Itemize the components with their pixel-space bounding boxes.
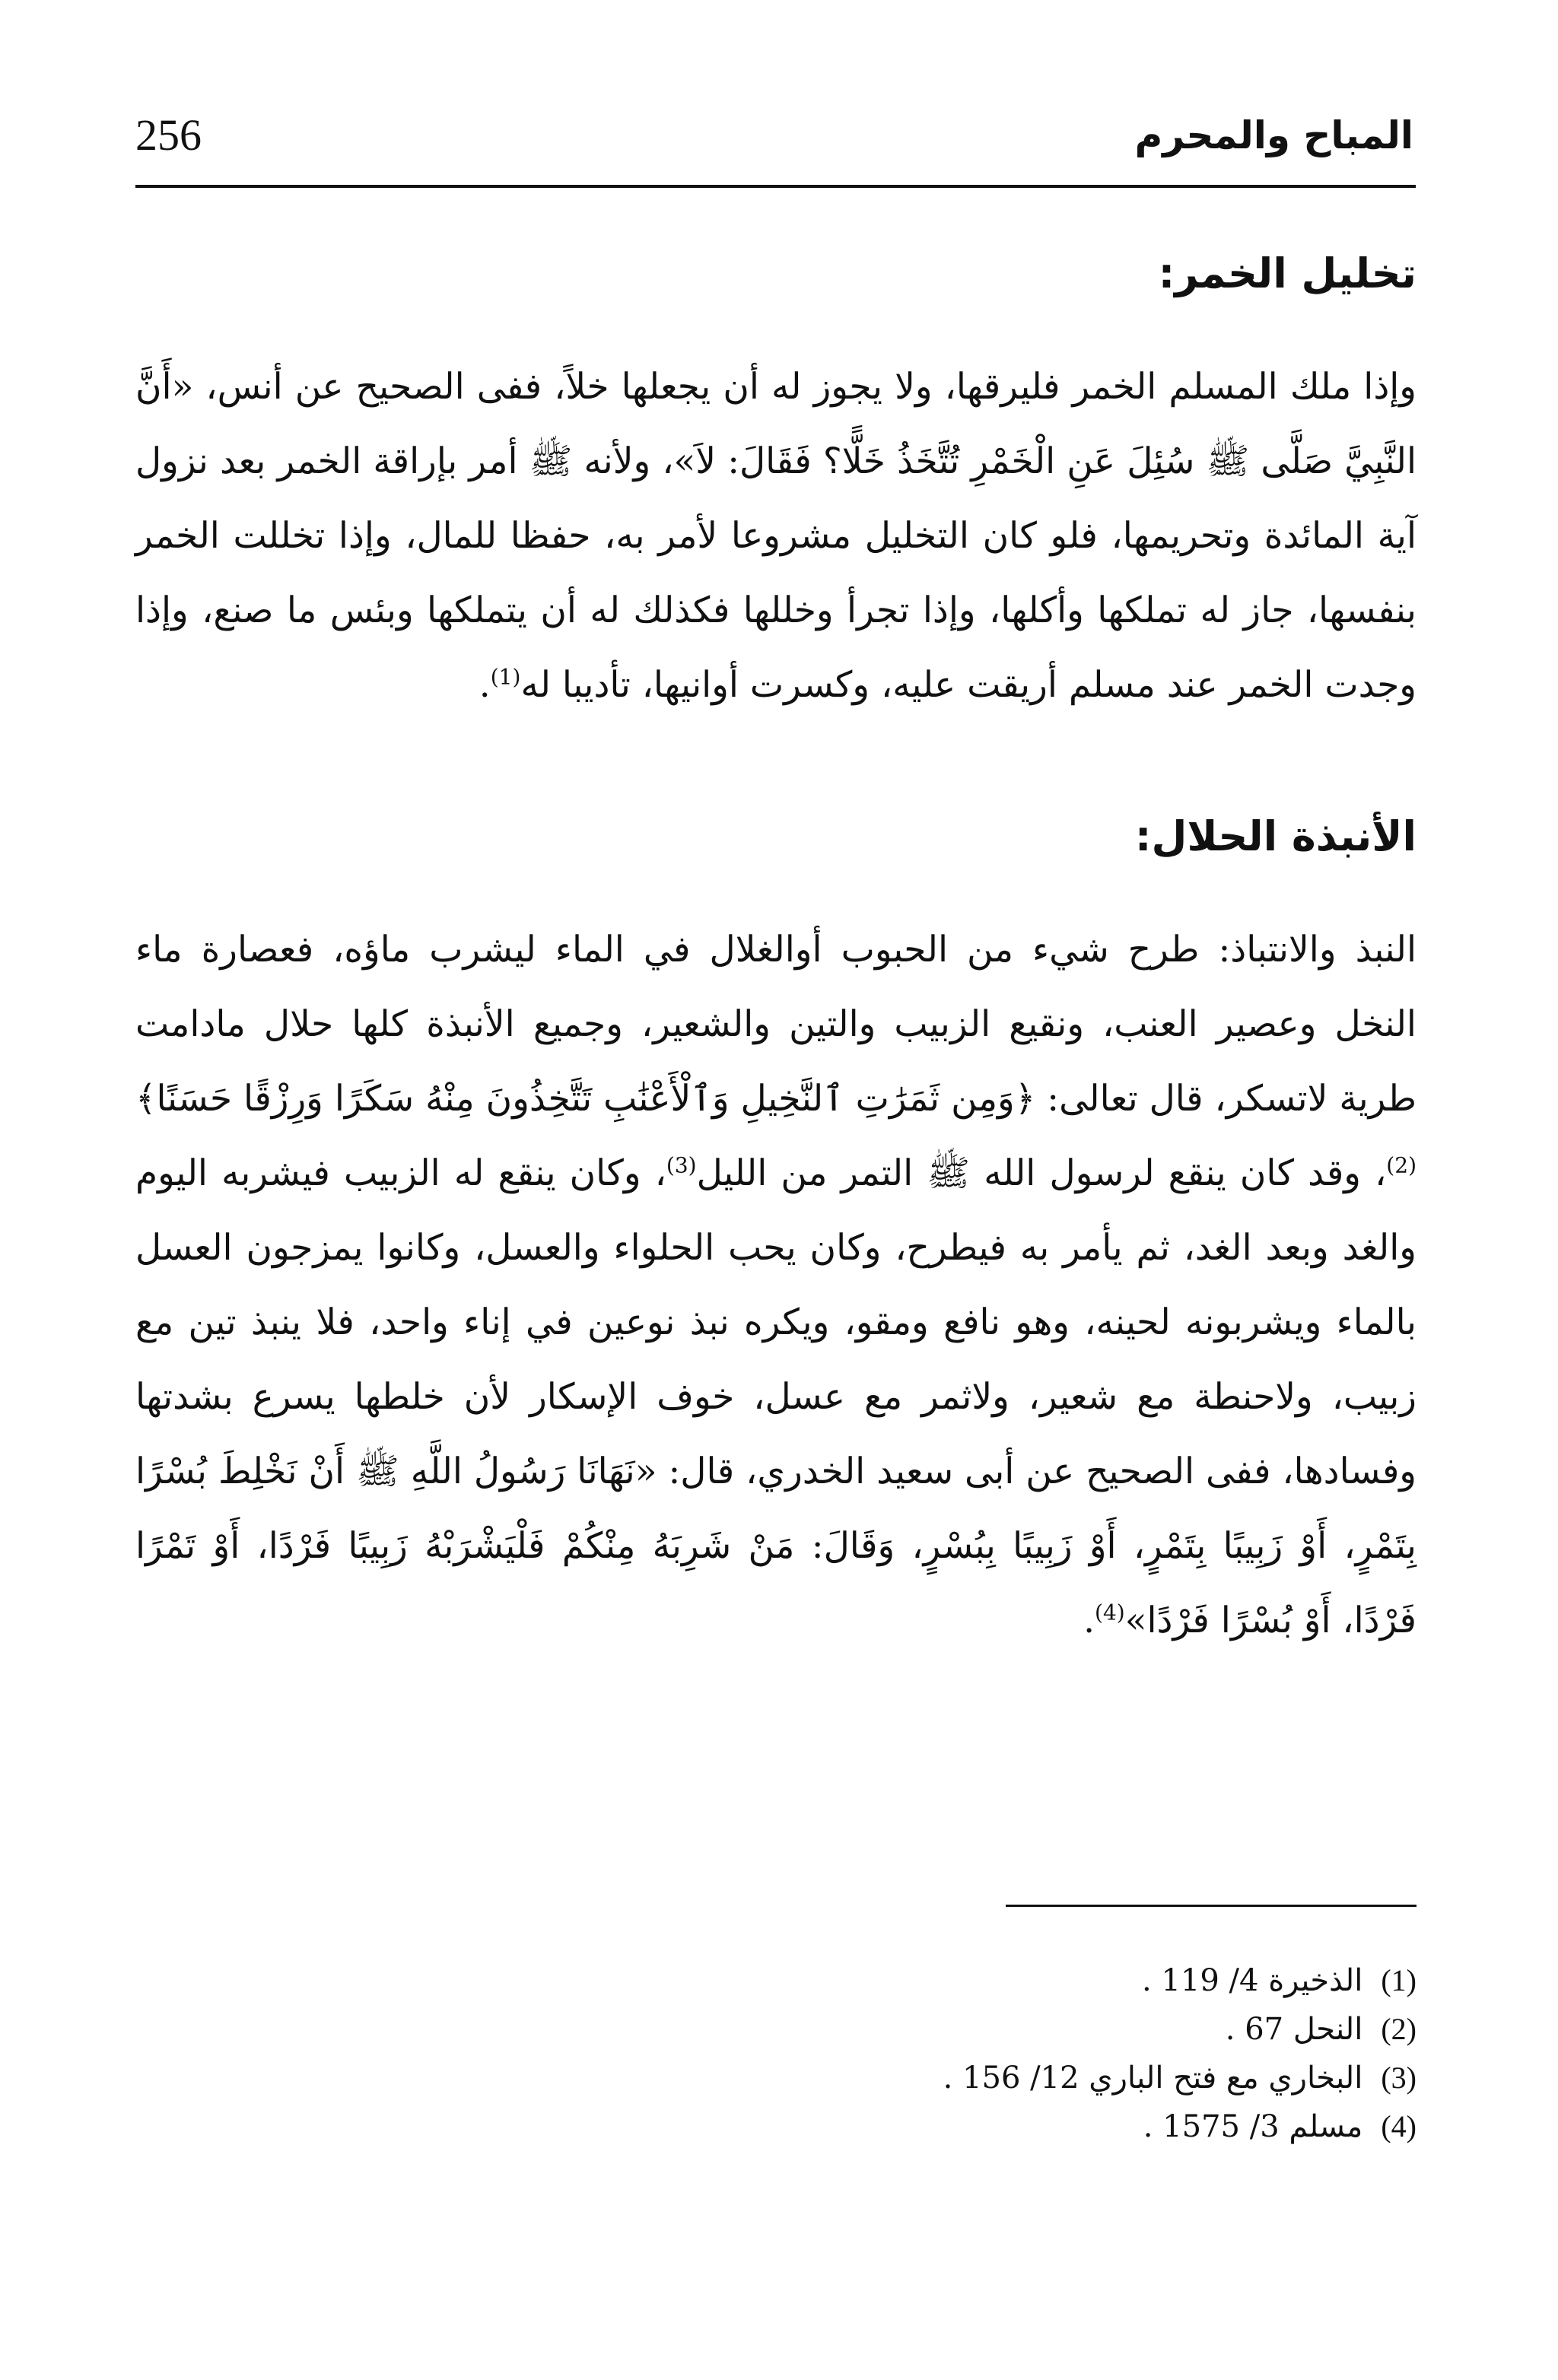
section-heading-nabidh: الأنبذة الحلال: — [1134, 812, 1417, 860]
footnote-ref: (4) — [1095, 1600, 1125, 1625]
paragraph-text: ، وقد كان ينقع لرسول الله ﷺ التمر من الليل — [696, 1152, 1387, 1194]
footnote-number: (3) — [1381, 2061, 1417, 2095]
footnote-ref: (2) — [1386, 1152, 1417, 1178]
page-body — [135, 243, 1417, 1658]
paragraph-nabidh — [135, 913, 1417, 1658]
footnote-number: (4) — [1381, 2109, 1417, 2143]
sentence-end: . — [1083, 1600, 1095, 1641]
footnote-text: الذخيرة 4/ 119 . — [1142, 1963, 1363, 1998]
footnote-number: (1) — [1381, 1963, 1417, 1997]
footnote-2 — [685, 2005, 1417, 2054]
footnote-ref: (1) — [490, 664, 521, 690]
running-title: المباح والمحرم — [1134, 113, 1413, 157]
footnote-divider — [1006, 1905, 1417, 1907]
footnote-1 — [685, 1956, 1417, 2005]
footnote-text: مسلم 3/ 1575 . — [1143, 2109, 1363, 2144]
header-divider — [135, 185, 1416, 188]
sentence-end: . — [479, 664, 491, 706]
footnote-3 — [685, 2054, 1417, 2102]
paragraph-text: وإذا ملك المسلم الخمر فليرقها، ولا يجوز له أن يجعلها خلاً، ففى الصحيح عن أنس، «أَنَّ النَّبِيَّ صَلَّى ﷺ سُئِلَ عَنِ الْخَمْرِ تُتَّخَذُ خَلًّا؟ فَقَالَ: لاَ»، ولأنه ﷺ أمر بإراقة الخمر بعد نزول آية المائدة وتحريمها، فلو كان التخليل مشروعا لأمر به، حفظا للمال، وإذا تخللت الخمر بنفسها، جاز له تملكها وأكلها، وإذا تجرأ وخللها فكذلك له أن يتملكها وبئس ما صنع، وإذا وجدت الخمر عند مسلم أريقت عليه، وكسرت أوانيها، تأديبا له — [135, 366, 1417, 706]
section-heading-vinegar: تخليل الخمر: — [1158, 249, 1417, 297]
footnote-text: النحل 67 . — [1225, 2012, 1363, 2047]
footnote-4 — [685, 2102, 1417, 2151]
paragraph-text: ، وكان ينقع له الزبيب فيشربه اليوم والغد وبعد الغد، ثم يأمر به فيطرح، وكان يحب الحلواء والعسل، وكانوا يمزجون العسل بالماء ويشربونه لحينه، وهو نافع ومقو، ويكره نبذ نوعين في إناء واحد، فلا ينبذ تين مع زبيب، ولاحنطة مع شعير، ولاثمر مع عسل، خوف الإسكار لأن خلطها يسرع بشدتها وفسادها، ففى الصحيح عن أبى سعيد الخدري، قال: «نَهَانَا رَسُولُ اللَّهِ ﷺ أَنْ نَخْلِطَ بُسْرًا بِتَمْرٍ، أَوْ زَبِيبًا بِتَمْرٍ، أَوْ زَبِيبًا بِبُسْرٍ، وَقَالَ: مَنْ شَرِبَهُ مِنْكُمْ فَلْيَشْرَبْهُ زَبِيبًا فَرْدًا، أَوْ تَمْرًا فَرْدًا، أَوْ بُسْرًا فَرْدًا» — [135, 1152, 1417, 1641]
page-header — [135, 105, 1413, 166]
paragraph-vinegar — [135, 350, 1417, 723]
footnotes — [685, 1956, 1417, 2151]
footnote-ref: (3) — [666, 1152, 697, 1178]
footnote-text: البخاري مع فتح الباري 12/ 156 . — [943, 2061, 1363, 2096]
page-number: 256 — [135, 110, 202, 160]
paragraph-text: النبذ والانتباذ: طرح شيء من الحبوب أوالغلال في الماء ليشرب ماؤه، فعصارة ماء النخل وعصير العنب، ونقيع الزبيب والتين والشعير، وجميع الأنبذة كلها حلال مادامت طرية لاتسكر، قال تعالى: ﴿وَمِن ثَمَرَٰتِ ٱلنَّخِيلِ وَٱلْأَعْنَٰبِ تَتَّخِذُونَ مِنْهُ سَكَرًا وَرِزْقًا حَسَنًا﴾ — [135, 929, 1417, 1120]
footnote-number: (2) — [1381, 2012, 1417, 2046]
